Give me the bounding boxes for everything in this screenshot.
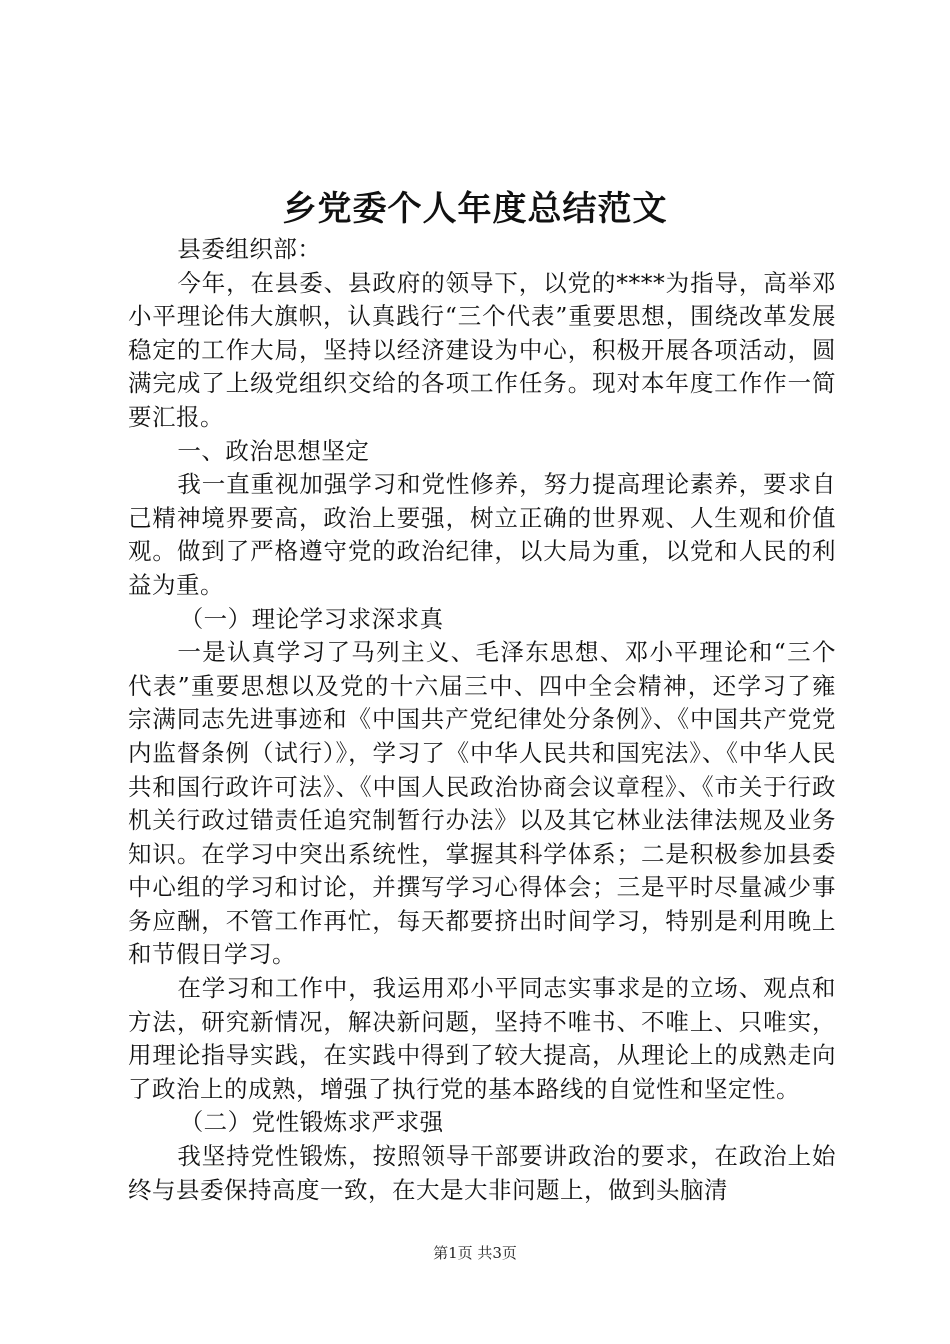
- subsection-heading-party-spirit: （二）党性锻炼求严求强: [179, 1108, 444, 1137]
- document-title: 乡党委个人年度总结范文: [282, 189, 668, 229]
- document-body: [128, 233, 836, 1207]
- page-number-footer: 第1页 共3页: [433, 1244, 517, 1262]
- paragraph-intro: 今年，在县委、县政府的领导下，以党的****为指导，高举邓小平理论伟大旗帜，认真践行“三个代表”重要思想，围绕改革发展稳定的工作大局，坚持以经济建设为中心，积极开展各项活动，圆满完成了上级党组织交给的各项工作任务。现对本年度工作作一简要汇报。: [128, 268, 836, 431]
- paragraph-party-spirit: 我坚持党性锻炼，按照领导干部要讲政治的要求，在政治上始终与县委保持高度一致，在大是大非问题上，做到头脑清: [128, 1142, 836, 1204]
- subsection-heading-theory: （一）理论学习求深求真: [179, 604, 444, 633]
- salutation: 县委组织部：: [177, 235, 322, 263]
- paragraph-theory-study: 一是认真学习了马列主义、毛泽东思想、邓小平理论和“三个代表”重要思想以及党的十六届三中、四中全会精神，还学习了雍宗满同志先进事迹和《中国共产党纪律处分条例》、《中国共产党党内监督条例（试行）》，学习了《中华人民共和国宪法》、《中华人民共和国行政许可法》、《中国人民政治协商会议章程》、《市关于行政机关行政过错责任追究制暂行办法》以及其它林业法律法规及业务知识。在学习中突出系统性，掌握其科学体系；二是积极参加县委中心组的学习和讨论，并撰写学习心得体会；三是平时尽量减少事务应酬，不管工作再忙，每天都要挤出时间学习，特别是利用晚上和节假日学习。: [128, 638, 836, 969]
- section-heading-political: 一、政治思想坚定: [177, 436, 370, 465]
- paragraph-practice: 在学习和工作中，我运用邓小平同志实事求是的立场、观点和方法，研究新情况，解决新问题，坚持不唯书、不唯上、只唯实，用理论指导实践，在实践中得到了较大提高，从理论上的成熟走向了政治上的成熟，增强了执行党的基本路线的自觉性和坚定性。: [128, 974, 836, 1103]
- paragraph-political: 我一直重视加强学习和党性修养，努力提高理论素养，要求自己精神境界要高，政治上要强，树立正确的世界观、人生观和价值观。做到了严格遵守党的政治纪律，以大局为重，以党和人民的利益为重。: [128, 470, 836, 599]
